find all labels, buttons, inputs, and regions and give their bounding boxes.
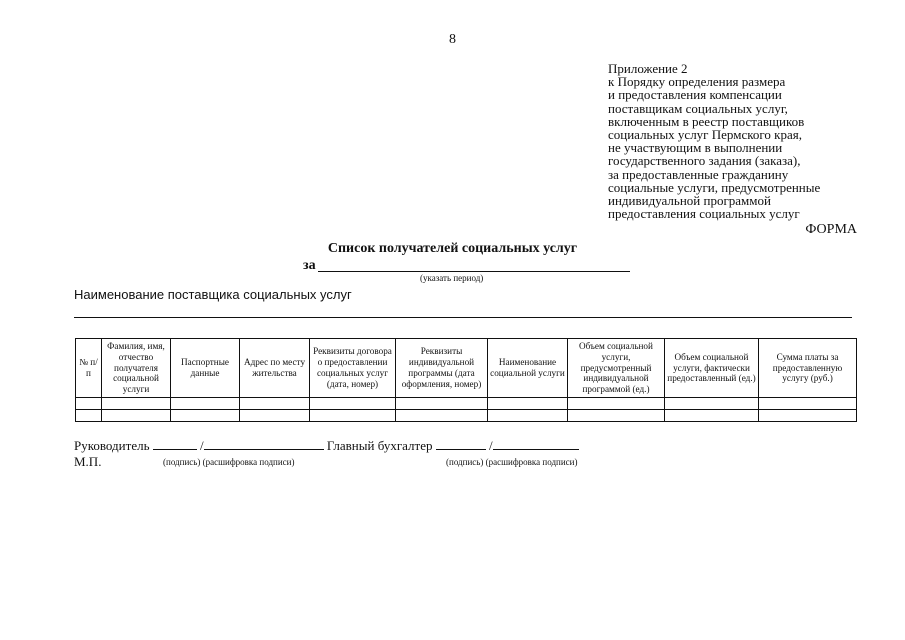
page-number: 8 (449, 32, 456, 47)
period-hint: (указать период) (420, 273, 484, 283)
head-signature-field[interactable] (153, 438, 197, 450)
header-contract: Реквизиты договора о предоставлении социальных услуг (дата, номер) (310, 339, 396, 398)
header-full-name: Фамилия, имя, отчество получателя социальной услуги (102, 339, 171, 398)
appendix-line: социальных услуг Пермского края, (608, 127, 802, 143)
table-row (76, 410, 857, 422)
header-payment-sum: Сумма платы за предоставленную услугу (руб.) (759, 339, 857, 398)
header-actual-volume: Объем социальной услуги, фактически предоставленный (ед.) (665, 339, 759, 398)
table-cell[interactable] (310, 410, 396, 422)
table-header-row (76, 339, 857, 398)
appendix-line: не участвующим в выполнении (608, 140, 783, 156)
header-program: Реквизиты индивидуальной программы (дата оформления, номер) (396, 339, 488, 398)
head-signature-hint: (подпись) (расшифровка подписи) (163, 457, 295, 467)
appendix-note (608, 62, 820, 220)
header-planned-volume: Объем социальной услуги, предусмотренный индивидуальной программой (ед.) (568, 339, 665, 398)
table-cell[interactable] (240, 410, 310, 422)
table-row (76, 398, 857, 410)
table-cell[interactable] (396, 398, 488, 410)
table-cell[interactable] (488, 410, 568, 422)
period-field[interactable] (318, 271, 630, 272)
appendix-line: социальные услуги, предусмотренные (608, 179, 821, 195)
document-title: Список получателей социальных услуг (327, 241, 578, 256)
table-cell[interactable] (102, 398, 171, 410)
appendix-line: включенным в реестр поставщиков (608, 113, 805, 129)
appendix-line: предоставления социальных услуг (608, 206, 800, 222)
appendix-line: и предоставления компенсации (608, 87, 782, 103)
table-cell[interactable] (759, 410, 857, 422)
header-address: Адрес по месту жительства (240, 339, 310, 398)
table-cell[interactable] (759, 398, 857, 410)
table-cell[interactable] (568, 410, 665, 422)
table-cell[interactable] (171, 410, 240, 422)
accountant-name-field[interactable] (493, 438, 579, 450)
head-label: Руководитель (74, 438, 150, 453)
appendix-line: поставщикам социальных услуг, (608, 100, 788, 116)
provider-name-field[interactable] (74, 317, 852, 318)
accountant-label: Главный бухгалтер (326, 438, 433, 453)
recipients-table (75, 338, 857, 422)
accountant-signature-hint: (подпись) (расшифровка подписи) (446, 457, 578, 467)
provider-label: Наименование поставщика социальных услуг (74, 287, 352, 302)
header-service-name: Наименование социальной услуги (488, 339, 568, 398)
table-cell[interactable] (76, 398, 102, 410)
head-name-field[interactable] (204, 438, 324, 450)
accountant-signature-field[interactable] (436, 438, 486, 450)
appendix-line: индивидуальной программой (608, 193, 771, 209)
table-cell[interactable] (665, 410, 759, 422)
table-cell[interactable] (102, 410, 171, 422)
table-cell[interactable] (665, 398, 759, 410)
table-cell[interactable] (488, 398, 568, 410)
header-passport: Паспортные данные (171, 339, 240, 398)
header-number: № п/п (76, 339, 102, 398)
table-cell[interactable] (171, 398, 240, 410)
signature-row: Руководитель / Главный бухгалтер / (74, 438, 579, 454)
form-label: ФОРМА (805, 222, 857, 237)
appendix-line: за предоставленные гражданину (608, 166, 789, 182)
appendix-line: государственного задания (заказа), (608, 153, 801, 169)
table-cell[interactable] (76, 410, 102, 422)
stamp-label: М.П. (74, 454, 102, 469)
table-cell[interactable] (310, 398, 396, 410)
appendix-line: Приложение 2 (608, 61, 688, 76)
table-cell[interactable] (240, 398, 310, 410)
table-cell[interactable] (568, 398, 665, 410)
appendix-line: к Порядку определения размера (608, 74, 786, 90)
table-cell[interactable] (396, 410, 488, 422)
period-prefix: за (303, 258, 316, 273)
